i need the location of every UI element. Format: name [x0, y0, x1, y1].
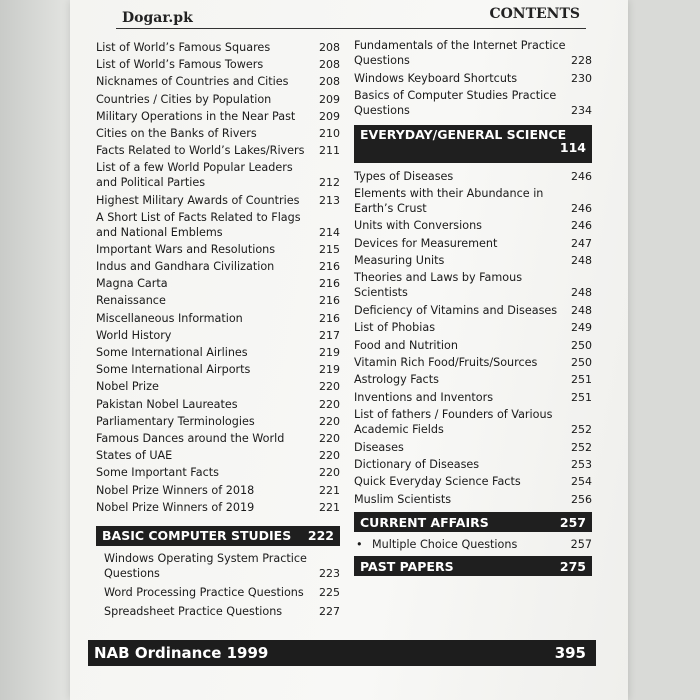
toc-entry-title: Some International Airlines	[96, 346, 248, 359]
toc-entry	[96, 414, 340, 429]
toc-entry-page: 214	[319, 225, 340, 239]
basic-computer-studies-bar	[96, 526, 340, 546]
toc-entry	[96, 160, 340, 190]
section-page: 222	[307, 528, 334, 544]
toc-entry	[96, 40, 340, 55]
nab-ordinance-title: NAB Ordinance 1999	[94, 644, 269, 662]
toc-entry	[354, 270, 592, 300]
section-page: 275	[559, 558, 586, 574]
past-papers-bar	[354, 556, 592, 576]
toc-entry	[104, 604, 340, 619]
toc-entry-title: World History	[96, 328, 172, 342]
general-science-bar	[354, 125, 592, 163]
computer-section-list	[96, 546, 340, 623]
toc-entry-page: 220	[319, 431, 340, 445]
toc-entry	[354, 218, 592, 233]
toc-entry	[96, 397, 340, 412]
toc-entry-title: Famous Dances around the World	[96, 431, 285, 445]
right-column	[354, 38, 592, 576]
section-page: 114	[559, 139, 586, 155]
toc-entry-title: Spreadsheet Practice Questions	[104, 604, 283, 618]
toc-entry-page: 209	[319, 92, 340, 106]
site-name: Dogar.pk	[122, 10, 193, 26]
toc-entry-page: 209	[319, 109, 340, 123]
toc-entry-title: Vitamin Rich Food/Fruits/Sources	[354, 356, 538, 370]
toc-entry	[354, 390, 592, 405]
toc-entry-page: 213	[319, 193, 340, 207]
toc-entry-title: Dictionary of Diseases	[354, 457, 480, 471]
toc-entry-title: Inventions and Inventors	[354, 390, 494, 404]
toc-entry	[354, 355, 592, 370]
toc-entry-title: Nobel Prize Winners of 2018	[96, 483, 255, 497]
toc-entry-page: 216	[319, 277, 340, 291]
toc-entry	[96, 448, 340, 463]
toc-entry	[96, 74, 340, 89]
spacer	[104, 619, 340, 623]
toc-entry	[354, 71, 592, 86]
toc-entry	[96, 143, 340, 158]
toc-entry-page: 221	[319, 500, 340, 514]
toc-entry-page: 219	[319, 363, 340, 377]
toc-entry-page: 252	[571, 423, 592, 437]
toc-entry-title: Renaissance	[96, 294, 166, 308]
toc-entry-title: Windows Operating System Practice Questions	[104, 551, 307, 580]
toc-entry-title: Some Important Facts	[96, 466, 219, 480]
section-page: 257	[559, 514, 586, 530]
contents-page	[70, 0, 628, 700]
toc-entry-title: Nobel Prize Winners of 2019	[96, 500, 255, 514]
toc-entry-page: 250	[571, 356, 592, 370]
toc-entry	[96, 92, 340, 107]
toc-entry-page: 212	[319, 176, 340, 190]
toc-entry-title: Elements with their Abundance in Earth’s Crust	[354, 186, 544, 215]
toc-entry	[96, 109, 340, 124]
header-rule	[116, 28, 586, 29]
toc-entry	[96, 242, 340, 257]
toc-entry-title: Muslim Scientists	[354, 492, 452, 506]
toc-entry-title: Multiple Choice Questions	[372, 538, 518, 552]
toc-entry-title: List of a few World Popular Leaders and Political Parties	[96, 161, 293, 190]
left-background	[0, 0, 78, 700]
toc-entry	[96, 57, 340, 72]
toc-entry-title: Indus and Gandhara Civilization	[96, 260, 275, 274]
toc-entry-page: 246	[571, 201, 592, 215]
toc-entry-page: 216	[319, 294, 340, 308]
toc-entry-title: States of UAE	[96, 449, 173, 463]
toc-entry-title: Measuring Units	[354, 254, 445, 268]
page-heading: CONTENTS	[489, 6, 580, 22]
toc-entry	[354, 38, 592, 68]
toc-entry-page: 230	[571, 71, 592, 85]
toc-entry	[96, 293, 340, 308]
toc-entry-title: Parliamentary Terminologies	[96, 414, 255, 428]
toc-entry-page: 220	[319, 380, 340, 394]
toc-entry-page: 246	[571, 169, 592, 183]
toc-entry-title: List of Phobias	[354, 321, 436, 335]
toc-entry-title: Basics of Computer Studies Practice Questions	[354, 89, 557, 117]
toc-entry	[354, 338, 592, 353]
toc-entry	[96, 362, 340, 377]
toc-entry-title: Devices for Measurement	[354, 236, 498, 250]
toc-entry	[354, 236, 592, 251]
toc-entry-title: Military Operations in the Near Past	[96, 109, 296, 123]
toc-entry-page: 216	[319, 311, 340, 325]
toc-entry-page: 208	[319, 75, 340, 89]
toc-entry	[354, 186, 592, 216]
toc-entry-title: Diseases	[354, 440, 404, 454]
bullet-entry	[354, 537, 592, 553]
toc-entry	[96, 500, 340, 515]
toc-entry-title: List of World’s Famous Squares	[96, 41, 271, 54]
toc-entry-page: 248	[571, 303, 592, 317]
toc-entry-page: 223	[319, 566, 340, 580]
toc-entry	[354, 253, 592, 268]
toc-entry-title: List of World’s Famous Towers	[96, 58, 264, 72]
toc-entry	[96, 259, 340, 274]
toc-entry-page: 221	[319, 483, 340, 497]
toc-entry	[96, 483, 340, 498]
toc-entry	[96, 431, 340, 446]
spacer	[96, 517, 340, 526]
toc-entry-title: Nicknames of Countries and Cities	[96, 75, 289, 89]
toc-entry-page: 248	[571, 286, 592, 300]
toc-entry-page: 252	[571, 440, 592, 454]
toc-entry	[354, 440, 592, 455]
toc-entry	[96, 328, 340, 343]
toc-entry-page: 220	[319, 449, 340, 463]
toc-entry-title: Food and Nutrition	[354, 338, 458, 352]
toc-entry-page: 247	[571, 236, 592, 250]
toc-entry	[354, 474, 592, 489]
left-column	[96, 40, 340, 623]
toc-entry-page: 217	[319, 328, 340, 342]
section-title: CURRENT AFFAIRS	[360, 514, 489, 530]
current-affairs-bar	[354, 512, 592, 532]
toc-entry-page: 219	[319, 346, 340, 359]
toc-entry	[96, 276, 340, 291]
toc-entry-title: Some International Airports	[96, 363, 251, 377]
toc-entry	[96, 126, 340, 141]
toc-entry-title: Miscellaneous Information	[96, 311, 243, 325]
section-title: BASIC COMPUTER STUDIES	[102, 528, 292, 544]
toc-entry-title: Countries / Cities by Population	[96, 92, 272, 106]
section-title: EVERYDAY/GENERAL SCIENCE	[360, 126, 567, 142]
toc-entry-page: 257	[570, 538, 592, 552]
toc-entry-page: 251	[571, 390, 592, 404]
toc-entry-page: 225	[319, 585, 340, 599]
toc-entry-page: 234	[571, 104, 592, 117]
toc-entry-page: 253	[571, 457, 592, 471]
toc-entry	[96, 193, 340, 208]
toc-entry-page: 254	[571, 475, 592, 489]
toc-entry-page: 220	[319, 414, 340, 428]
toc-entry	[104, 551, 340, 581]
toc-entry-title: Pakistan Nobel Laureates	[96, 397, 238, 411]
toc-entry	[96, 210, 340, 240]
toc-entry	[104, 585, 340, 600]
toc-entry-page: 220	[319, 466, 340, 480]
toc-entry-title: Cities on the Banks of Rivers	[96, 126, 257, 140]
toc-entry-title: Magna Carta	[96, 277, 168, 291]
toc-entry-page: 215	[319, 242, 340, 256]
toc-entry-title: Nobel Prize	[96, 380, 159, 394]
toc-entry-page: 210	[319, 126, 340, 140]
toc-entry-page: 249	[571, 321, 592, 335]
toc-entry	[96, 465, 340, 480]
toc-entry-page: 228	[571, 54, 592, 67]
toc-entry-title: Theories and Laws by Famous Scientists	[354, 271, 523, 300]
toc-entry	[354, 320, 592, 335]
toc-entry	[96, 311, 340, 326]
toc-entry-page: 251	[571, 373, 592, 387]
toc-entry-title: A Short List of Facts Related to Flags and National Emblems	[96, 210, 301, 239]
toc-entry	[96, 379, 340, 394]
toc-entry-title: Types of Diseases	[354, 169, 454, 183]
toc-entry-page: 246	[571, 219, 592, 233]
toc-entry-page: 250	[571, 338, 592, 352]
toc-entry	[354, 492, 592, 507]
toc-entry-page: 208	[319, 58, 340, 72]
toc-entry-page: 216	[319, 260, 340, 274]
toc-entry	[354, 457, 592, 472]
section-title: PAST PAPERS	[360, 558, 454, 574]
toc-entry	[354, 407, 592, 437]
toc-entry-title: Facts Related to World’s Lakes/Rivers	[96, 144, 305, 158]
toc-entry-title: Important Wars and Resolutions	[96, 242, 276, 256]
toc-entry	[96, 345, 340, 360]
toc-entry	[354, 88, 592, 118]
toc-entry-page: 208	[319, 41, 340, 54]
toc-entry-page: 227	[319, 604, 340, 618]
nab-ordinance-bar	[88, 640, 596, 666]
toc-entry-title: Word Processing Practice Questions	[104, 585, 304, 599]
toc-entry	[354, 303, 592, 318]
toc-entry-title: Windows Keyboard Shortcuts	[354, 71, 518, 85]
toc-entry-title: Highest Military Awards of Countries	[96, 193, 300, 207]
toc-entry-title: Quick Everyday Science Facts	[354, 475, 521, 489]
toc-entry-page: 211	[319, 144, 340, 158]
toc-entry-page: 256	[571, 492, 592, 506]
toc-entry-title: List of fathers / Founders of Various Academic Fields	[354, 408, 553, 437]
toc-entry-title: Deficiency of Vitamins and Diseases	[354, 303, 558, 317]
toc-entry-title: Units with Conversions	[354, 219, 483, 233]
toc-entry-title: Fundamentals of the Internet Practice Questions	[354, 39, 566, 67]
toc-entry	[354, 372, 592, 387]
nab-ordinance-page: 395	[554, 644, 586, 662]
toc-entry-page: 248	[571, 254, 592, 268]
toc-entry-title: Astrology Facts	[354, 373, 439, 387]
bullet-icon: •	[356, 538, 363, 552]
toc-entry-page: 220	[319, 397, 340, 411]
toc-entry	[354, 169, 592, 184]
